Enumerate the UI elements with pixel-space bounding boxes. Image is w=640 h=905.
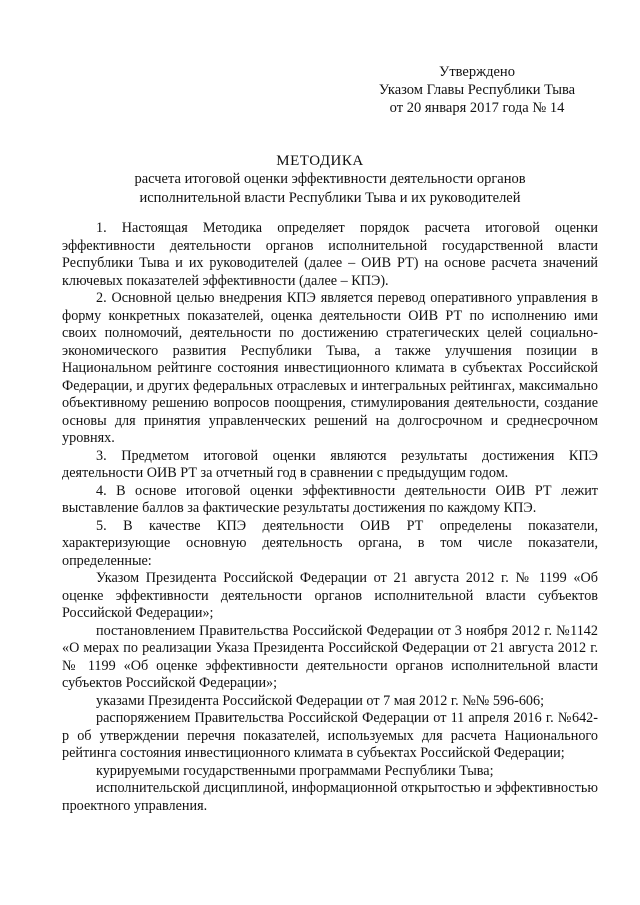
subtitle-line-2: исполнительной власти Республики Тыва и их руководителей: [139, 189, 521, 206]
paragraph-2: 2. Основной целью внедрения КПЭ является перевод оперативного управления в форму конкретных показателей, оценка деятельности ОИВ РТ по исполнению ими своих полномочий, деятельности по достижению стратегических целей социально-экономического развития Республики Тыва, а также улучшения позиции в Национальном рейтинге состояния инвестиционного климата в субъектах Российской Федерации, и других федеральных отраслевых и интегральных рейтингах, максимально объективному решению вопросов поощрения, стимулирования деятельности, создание основы для принятия управленческих решений на долгосрочном и среднесрочном уровнях.: [62, 290, 598, 446]
list-item-government-resolution-1142: постановлением Правительства Российской Федерации от 3 ноября 2012 г. №1142 «О мерах по реализации Указа Президента Российской Федерации от 21 августа 2012 г. № 1199 «Об оценке эффективности деятельности органов исполнительной власти субъектов Российской Федерации»;: [62, 622, 598, 691]
document-subtitle: [95, 170, 565, 207]
subtitle-line-1: расчета итоговой оценки эффективности деятельности органов: [134, 171, 526, 187]
approval-stamp: [371, 63, 583, 117]
approval-line-decree: Указом Главы Республики Тыва: [378, 82, 576, 98]
paragraph-3: 3. Предметом итоговой оценки являются результаты достижения КПЭ деятельности ОИВ РТ за отчетный год в сравнении с предыдущим годом.: [62, 447, 598, 481]
list-item-state-programs: курируемыми государственными программами Республики Тыва;: [96, 762, 494, 779]
document-title: МЕТОДИКА: [276, 153, 364, 169]
list-item-executive-discipline: исполнительской дисциплиной, информационной открытостью и эффективностью проектного управления.: [62, 780, 598, 814]
paragraph-4: 4. В основе итоговой оценки эффективности деятельности ОИВ РТ лежит выставление баллов за фактические результаты достижения по каждому КПЭ.: [62, 482, 598, 516]
approval-line-date: от 20 января 2017 года № 14: [389, 100, 565, 116]
document-body: [62, 220, 598, 815]
list-item-presidential-decree-1199: Указом Президента Российской Федерации от 21 августа 2012 г. № 1199 «Об оценке эффективности деятельности органов исполнительной власти субъектов Российской Федерации»;: [62, 570, 598, 621]
approval-line-approved: Утверждено: [439, 64, 515, 80]
list-item-government-order-642r: распоряжением Правительства Российской Федерации от 11 апреля 2016 г. №642-р об утверждении перечня показателей, используемых для расчета Национального рейтинга состояния инвестиционного климата в субъектах Российской Федерации;: [62, 710, 598, 761]
paragraph-1: 1. Настоящая Методика определяет порядок расчета итоговой оценки эффективности деятельности органов исполнительной государственной власти Республики Тыва и их руководителей (далее – ОИВ РТ) на основе расчета значений ключевых показателей эффективности (далее – КПЭ).: [62, 220, 598, 289]
paragraph-5: 5. В качестве КПЭ деятельности ОИВ РТ определены показатели, характеризующие основную деятельность органа, в том числе показатели, определенные:: [62, 517, 598, 569]
list-item-presidential-decrees-596-606: указами Президента Российской Федерации от 7 мая 2012 г. №№ 596-606;: [96, 692, 545, 709]
